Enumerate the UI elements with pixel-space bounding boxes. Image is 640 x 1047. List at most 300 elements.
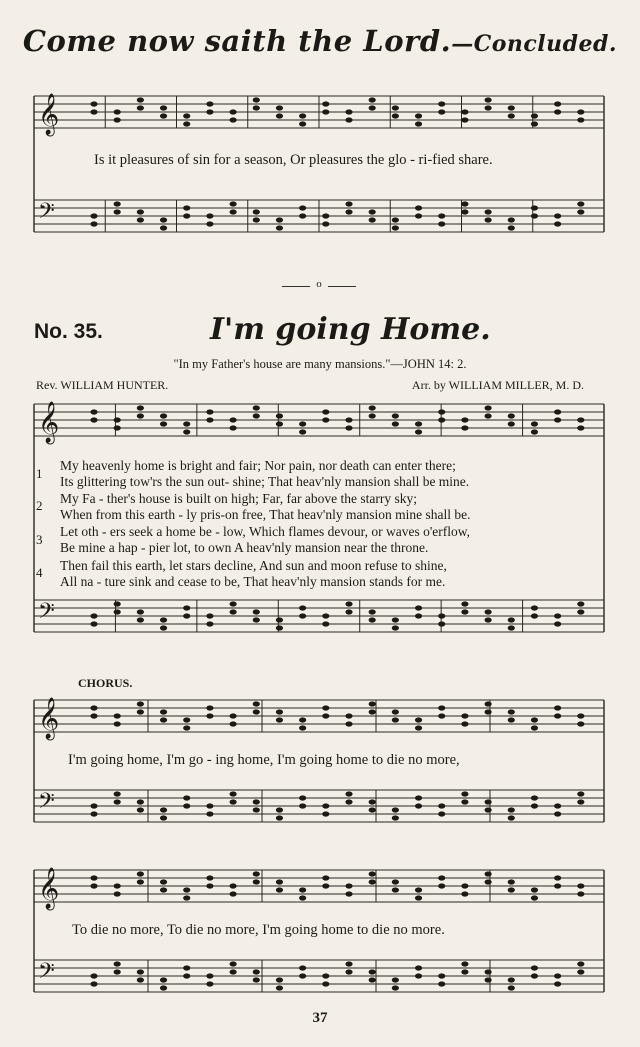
verse-system-bass-note <box>484 617 491 622</box>
verse-system-bass-note <box>554 613 561 618</box>
chorus-system-1-bass-note <box>322 803 329 808</box>
chorus-system-2-bass-note <box>229 969 236 974</box>
top-system-bass-note <box>415 205 422 210</box>
top-system-treble-note <box>484 105 491 110</box>
top-system-treble-note <box>577 109 584 114</box>
chorus-system-2-bass-note <box>299 965 306 970</box>
top-system-treble-note <box>160 105 167 110</box>
chorus-system-1-treble-note <box>369 701 376 706</box>
chorus-system-2-treble-note <box>554 883 561 888</box>
chorus-system-2-treble-note <box>183 887 190 892</box>
chorus-system-2-bass-note <box>253 977 260 982</box>
top-system-bass-note <box>508 225 515 230</box>
top-system-treble-note <box>137 105 144 110</box>
top-system-bass-note <box>345 201 352 206</box>
chorus-system-1-bass-note <box>369 799 376 804</box>
verse-system-treble-note <box>531 421 538 426</box>
verse-system-treble-note <box>392 413 399 418</box>
top-system-treble-note <box>345 117 352 122</box>
verse-system-bass-note <box>415 605 422 610</box>
chorus-system-2-treble-note <box>438 875 445 880</box>
chorus-system-2-bass-note <box>392 977 399 982</box>
continued-suffix: —Concluded. <box>451 31 618 57</box>
top-system-treble-note <box>322 101 329 106</box>
top-system-bass-note <box>253 217 260 222</box>
verse-system-bass-note <box>554 621 561 626</box>
top-system-treble-note <box>183 121 190 126</box>
chorus-system-1-bass-note <box>253 807 260 812</box>
chorus-system-2-treble-note <box>415 887 422 892</box>
chorus-system-1-bass-note <box>299 803 306 808</box>
top-system-treble-note <box>253 105 260 110</box>
verse-system-treble-note <box>438 409 445 414</box>
chorus-system-2-bass-note <box>461 969 468 974</box>
top-system-treble-note <box>206 101 213 106</box>
top-system-bass-note <box>229 209 236 214</box>
top-system-treble-note <box>229 117 236 122</box>
hymn-title: I'm going Home. <box>210 312 491 347</box>
chorus-system-2-bass-note <box>206 981 213 986</box>
top-system-treble-note <box>114 109 121 114</box>
top-system-bass-note <box>369 209 376 214</box>
chorus-system-1-treble-note <box>183 725 190 730</box>
chorus-system-1-bass-note <box>438 811 445 816</box>
verse-system-bass-note <box>369 609 376 614</box>
chorus-system-1-treble-note <box>229 721 236 726</box>
chorus-system-2-treble-note <box>160 879 167 884</box>
chorus-system-1-treble-note <box>484 709 491 714</box>
verse-4-line-1: Then fail this earth, let stars decline, And sun and moon refuse to shine, <box>60 558 447 573</box>
chorus-system-1-treble-note <box>415 725 422 730</box>
chorus-system-1-bass-note <box>577 799 584 804</box>
verse-system-treble-note <box>229 425 236 430</box>
top-system-bass-note <box>484 209 491 214</box>
top-system-treble-note <box>484 97 491 102</box>
chorus-system-1-bass-note <box>484 807 491 812</box>
top-system-treble-note <box>160 113 167 118</box>
verse-system-bass-note <box>253 617 260 622</box>
chorus-system-2-treble-note <box>299 895 306 900</box>
top-system-bass-note <box>276 225 283 230</box>
verse-4-line-2: All na - ture sink and cease to be, That heav'nly mansion stands for me. <box>60 574 446 589</box>
verse-system-bass-note <box>276 625 283 630</box>
chorus-system-1-treble-note <box>461 713 468 718</box>
chorus-lyric-2: To die no more, To die no more, I'm going home to die no more. <box>72 922 445 938</box>
top-system-bass-note <box>531 205 538 210</box>
verse-system-bass-note <box>345 609 352 614</box>
chorus-system-2-treble-note <box>253 879 260 884</box>
verse-system-treble-note <box>461 425 468 430</box>
chorus-system-2-bass-note <box>461 961 468 966</box>
scripture-epigraph: "In my Father's house are many mansions."—JOHN 14: 2. <box>173 357 467 371</box>
verse-system-treble-note <box>577 417 584 422</box>
verse-2-line-1: My Fa - ther's house is built on high; Far, far above the starry sky; <box>60 491 417 506</box>
verse-system-bass-note <box>392 617 399 622</box>
section-separator: o <box>282 278 356 290</box>
chorus-system-1-treble-note <box>114 721 121 726</box>
chorus-system-2-treble-note <box>577 891 584 896</box>
chorus-label: CHORUS. <box>78 676 133 690</box>
verse-system-bass-note <box>299 605 306 610</box>
chorus-system-1-bass-note <box>392 807 399 812</box>
top-system-bass-note <box>90 213 97 218</box>
chorus-system-2-treble-note <box>438 883 445 888</box>
verse-system-bass-note <box>276 617 283 622</box>
verse-system-treble-note <box>137 413 144 418</box>
chorus-system-2-treble-note <box>531 887 538 892</box>
top-system-bass-note <box>322 213 329 218</box>
chorus-system-1-bass-note <box>415 795 422 800</box>
verse-system-bass-note <box>322 613 329 618</box>
chorus-system-2-bass-note <box>531 973 538 978</box>
verse-system-treble-note <box>345 417 352 422</box>
verse-system-treble-note <box>369 413 376 418</box>
chorus-system-1-bass-note <box>229 791 236 796</box>
verse-2-line-2: When from this earth - ly pris-on free, That heav'nly mansion mine shall be. <box>60 507 471 522</box>
chorus-system-1-bass-note <box>137 799 144 804</box>
verse-system-treble-note <box>114 417 121 422</box>
chorus-system-1-treble-note <box>461 721 468 726</box>
top-system-bass-note <box>137 217 144 222</box>
top-system-treble-note <box>531 121 538 126</box>
verse-system-treble-note <box>484 405 491 410</box>
top-system-treble-note <box>369 97 376 102</box>
verse-system-bass-note <box>114 601 121 606</box>
chorus-system-2-treble-note <box>90 875 97 880</box>
chorus-system-2-treble-note <box>322 883 329 888</box>
chorus-system-1-treble-note <box>160 717 167 722</box>
chorus-lyric-1: I'm going home, I'm go - ing home, I'm going home to die no more, <box>68 752 460 768</box>
chorus-system-2-bass-note <box>415 973 422 978</box>
verse-system-bass-note <box>183 613 190 618</box>
verse-system-treble-note <box>577 425 584 430</box>
chorus-system-2-bass-note <box>438 981 445 986</box>
top-system-bass-note <box>415 213 422 218</box>
top-system-bass-note <box>392 217 399 222</box>
top-system-treble-note <box>322 109 329 114</box>
verse-system-bass-note <box>531 613 538 618</box>
top-system-treble-note <box>183 113 190 118</box>
top-system-treble-note <box>508 113 515 118</box>
chorus-system-2-bass-note <box>531 965 538 970</box>
chorus-system-2-treble-note <box>229 891 236 896</box>
verse-system-treble-note <box>160 413 167 418</box>
chorus-system-2-bass-note <box>206 973 213 978</box>
author-credit: Rev. WILLIAM HUNTER. <box>36 378 169 392</box>
top-system-treble-note <box>206 109 213 114</box>
chorus-system-1-treble-note <box>114 713 121 718</box>
chorus-system-2-treble-note <box>90 883 97 888</box>
verse-system-bass-clef-icon: 𝄢 <box>38 599 55 629</box>
chorus-system-1-bass-note <box>137 807 144 812</box>
chorus-system-1-treble-note <box>577 713 584 718</box>
top-system-bass-note <box>345 209 352 214</box>
chorus-system-2-treble-note <box>345 883 352 888</box>
top-system-bass-note <box>438 221 445 226</box>
verse-system-treble-note <box>276 413 283 418</box>
top-system-bass-note <box>461 201 468 206</box>
top-system-bass-note <box>369 217 376 222</box>
top-system-bass-note <box>577 209 584 214</box>
verse-system-treble-note <box>369 405 376 410</box>
chorus-system-2-bass-note <box>276 985 283 990</box>
chorus-system-2-bass-note <box>554 981 561 986</box>
chorus-system-1-treble-note <box>508 717 515 722</box>
chorus-system-1-treble-note <box>322 705 329 710</box>
top-system-treble-note <box>90 101 97 106</box>
verse-system-bass-note <box>531 605 538 610</box>
chorus-system-1-bass-note <box>415 803 422 808</box>
verse-system-treble-note <box>90 417 97 422</box>
top-system-treble-note <box>461 117 468 122</box>
top-system-treble-note <box>276 105 283 110</box>
chorus-system-2-treble-note <box>415 895 422 900</box>
chorus-system-2-bass-note <box>577 969 584 974</box>
top-system-treble-note <box>369 105 376 110</box>
chorus-system-2-bass-note <box>137 977 144 982</box>
chorus-system-1-bass-note <box>253 799 260 804</box>
chorus-system-2-treble-note <box>392 887 399 892</box>
top-system-treble-note <box>392 105 399 110</box>
chorus-system-1-bass-note <box>90 811 97 816</box>
chorus-system-1-treble-clef-icon: 𝄞 <box>38 698 60 739</box>
chorus-system-1-bass-note <box>577 791 584 796</box>
verse-system-treble-note <box>484 413 491 418</box>
chorus-system-1-treble-note <box>206 713 213 718</box>
verse-system-treble-note <box>253 405 260 410</box>
verse-system-treble-note <box>299 421 306 426</box>
chorus-system-1-bass-note <box>438 803 445 808</box>
top-system-treble-note <box>299 113 306 118</box>
chorus-system-1-bass-note <box>322 811 329 816</box>
top-system-bass-note <box>554 221 561 226</box>
chorus-system-2-treble-note <box>554 875 561 880</box>
chorus-system-1-bass-note <box>508 815 515 820</box>
chorus-system-1-treble-note <box>253 709 260 714</box>
chorus-system-2-bass-note <box>438 973 445 978</box>
verse-system-bass-note <box>137 609 144 614</box>
verse-system-bass-note <box>229 601 236 606</box>
chorus-system-2-bass-note <box>484 977 491 982</box>
verse-system-treble-note <box>137 405 144 410</box>
chorus-system-1-bass-note <box>114 791 121 796</box>
verse-system-treble-note <box>461 417 468 422</box>
verse-system-treble-note <box>206 417 213 422</box>
verse-system-treble-note <box>392 421 399 426</box>
top-system-bass-note <box>461 209 468 214</box>
chorus-system-2-treble-note <box>484 879 491 884</box>
chorus-system-1-treble-note <box>206 705 213 710</box>
chorus-system-1-bass-note <box>114 799 121 804</box>
top-system-treble-note <box>114 117 121 122</box>
verse-system-bass-note <box>392 625 399 630</box>
chorus-system-1-bass-note <box>554 811 561 816</box>
top-system-bass-note <box>253 209 260 214</box>
top-system-bass-clef-icon: 𝄢 <box>38 199 55 229</box>
chorus-system-2-treble-note <box>322 875 329 880</box>
verse-system-treble-note <box>299 429 306 434</box>
verse-system-treble-note <box>415 429 422 434</box>
verse-system-bass-note <box>577 601 584 606</box>
chorus-system-2-bass-note <box>345 969 352 974</box>
chorus-system-1-treble-note <box>90 713 97 718</box>
chorus-system-1-treble-note <box>299 725 306 730</box>
top-system-treble-note <box>253 97 260 102</box>
chorus-system-2-treble-clef-icon: 𝄞 <box>38 868 60 909</box>
chorus-system-2-treble-note <box>276 887 283 892</box>
chorus-system-1-bass-note <box>554 803 561 808</box>
verse-system-bass-note <box>229 609 236 614</box>
verse-1-line-1: My heavenly home is bright and fair; Nor pain, nor death can enter there; <box>60 458 456 473</box>
verse-system-bass-note <box>461 601 468 606</box>
top-system-treble-note <box>438 109 445 114</box>
chorus-system-2-treble-note <box>114 883 121 888</box>
chorus-system-2-bass-note <box>160 977 167 982</box>
chorus-system-1-treble-note <box>369 709 376 714</box>
verse-system-bass-note <box>577 609 584 614</box>
verse-system-treble-note <box>160 421 167 426</box>
top-system-treble-note <box>438 101 445 106</box>
chorus-system-1-bass-note <box>160 807 167 812</box>
verse-system-bass-note <box>438 621 445 626</box>
chorus-system-2-bass-note <box>369 977 376 982</box>
chorus-system-2-bass-note <box>276 977 283 982</box>
verse-system-treble-note <box>345 425 352 430</box>
verse-system-treble-note <box>322 417 329 422</box>
chorus-system-1-treble-note <box>253 701 260 706</box>
chorus-system-1-treble-note <box>392 717 399 722</box>
chorus-system-1-treble-note <box>392 709 399 714</box>
chorus-system-2-bass-note <box>484 969 491 974</box>
chorus-system-2-bass-note <box>322 981 329 986</box>
verse-system-bass-note <box>206 613 213 618</box>
verse-number: 4 <box>36 565 43 580</box>
chorus-system-2-treble-note <box>461 883 468 888</box>
chorus-system-1-treble-note <box>531 717 538 722</box>
top-system-treble-note <box>276 113 283 118</box>
chorus-system-1-bass-note <box>461 791 468 796</box>
verse-number: 1 <box>36 466 43 481</box>
chorus-system-2-bass-note <box>183 973 190 978</box>
chorus-system-2-treble-note <box>299 887 306 892</box>
chorus-system-2-bass-note <box>508 985 515 990</box>
chorus-system-1-treble-note <box>137 709 144 714</box>
chorus-system-1-bass-note <box>160 815 167 820</box>
chorus-system-1-treble-note <box>484 701 491 706</box>
chorus-system-2-treble-note <box>229 883 236 888</box>
verse-number: 2 <box>36 498 43 513</box>
top-system-treble-clef-icon: 𝄞 <box>38 94 60 135</box>
verse-system-treble-note <box>531 429 538 434</box>
chorus-system-1-treble-note <box>438 713 445 718</box>
chorus-system-1-treble-note <box>577 721 584 726</box>
chorus-system-2-treble-note <box>484 871 491 876</box>
verse-system-bass-note <box>299 613 306 618</box>
chorus-system-2-bass-clef-icon: 𝄢 <box>38 959 55 989</box>
top-system-treble-note <box>577 117 584 122</box>
chorus-system-1-bass-note <box>206 803 213 808</box>
verse-system-treble-note <box>114 425 121 430</box>
chorus-system-2-treble-note <box>508 879 515 884</box>
chorus-system-2-bass-note <box>160 985 167 990</box>
top-system-bass-note <box>484 217 491 222</box>
chorus-system-2-treble-note <box>114 891 121 896</box>
chorus-system-1-bass-note <box>183 795 190 800</box>
chorus-system-1-treble-note <box>508 709 515 714</box>
top-system-treble-note <box>90 109 97 114</box>
chorus-system-1-treble-note <box>554 713 561 718</box>
top-system-bass-note <box>206 221 213 226</box>
verse-system-treble-note <box>229 417 236 422</box>
verse-1-line-2: Its glittering tow'rs the sun out- shine; That heav'nly mansion shall be mine. <box>60 474 470 489</box>
top-system-bass-note <box>299 205 306 210</box>
chorus-system-2-bass-note <box>415 965 422 970</box>
chorus-system-2-bass-note <box>137 969 144 974</box>
verse-system-treble-note <box>276 421 283 426</box>
chorus-system-1-treble-note <box>137 701 144 706</box>
top-system-bass-note <box>206 213 213 218</box>
top-system-bass-note <box>114 201 121 206</box>
hymn-number: No. 35. <box>34 320 103 343</box>
chorus-system-2-treble-note <box>253 871 260 876</box>
chorus-system-2-treble-note <box>369 879 376 884</box>
verse-system-bass-note <box>438 613 445 618</box>
verse-system-bass-note <box>322 621 329 626</box>
top-system-treble-note <box>461 109 468 114</box>
verse-system-bass-note <box>253 609 260 614</box>
top-system-bass-note <box>183 205 190 210</box>
top-system-treble-note <box>299 121 306 126</box>
chorus-system-2-treble-note <box>531 895 538 900</box>
verse-system-treble-note <box>554 409 561 414</box>
top-system-bass-note <box>554 213 561 218</box>
top-system-treble-note <box>508 105 515 110</box>
chorus-system-1-treble-note <box>160 709 167 714</box>
chorus-system-1-treble-note <box>299 717 306 722</box>
top-system-treble-note <box>345 109 352 114</box>
chorus-system-2-bass-note <box>90 981 97 986</box>
chorus-system-1-bass-note <box>229 799 236 804</box>
chorus-system-1-treble-note <box>345 721 352 726</box>
chorus-system-1-treble-note <box>183 717 190 722</box>
verse-system-bass-note <box>90 621 97 626</box>
chorus-system-2-treble-note <box>369 871 376 876</box>
chorus-system-1-bass-note <box>531 803 538 808</box>
chorus-system-2-bass-note <box>369 969 376 974</box>
verse-system-treble-note <box>253 413 260 418</box>
chorus-system-1-treble-note <box>554 705 561 710</box>
verse-system-treble-note <box>438 417 445 422</box>
verse-system-treble-note <box>322 409 329 414</box>
top-system-treble-note <box>392 113 399 118</box>
top-system-bass-note <box>299 213 306 218</box>
verse-system-bass-note <box>183 605 190 610</box>
chorus-system-1-treble-note <box>229 713 236 718</box>
chorus-system-2-bass-note <box>299 973 306 978</box>
verse-system-treble-note <box>415 421 422 426</box>
top-system-bass-note <box>392 225 399 230</box>
top-system-treble-note <box>229 109 236 114</box>
verse-system-bass-note <box>484 609 491 614</box>
chorus-system-1-treble-note <box>90 705 97 710</box>
verse-system-treble-note <box>508 413 515 418</box>
chorus-system-2-bass-note <box>577 961 584 966</box>
page-number: 37 <box>312 1010 328 1026</box>
verse-system-bass-note <box>206 621 213 626</box>
top-system-treble-note <box>415 113 422 118</box>
verse-system-bass-note <box>508 617 515 622</box>
continued-hymn-title-main: Come now saith the Lord. <box>22 24 452 58</box>
